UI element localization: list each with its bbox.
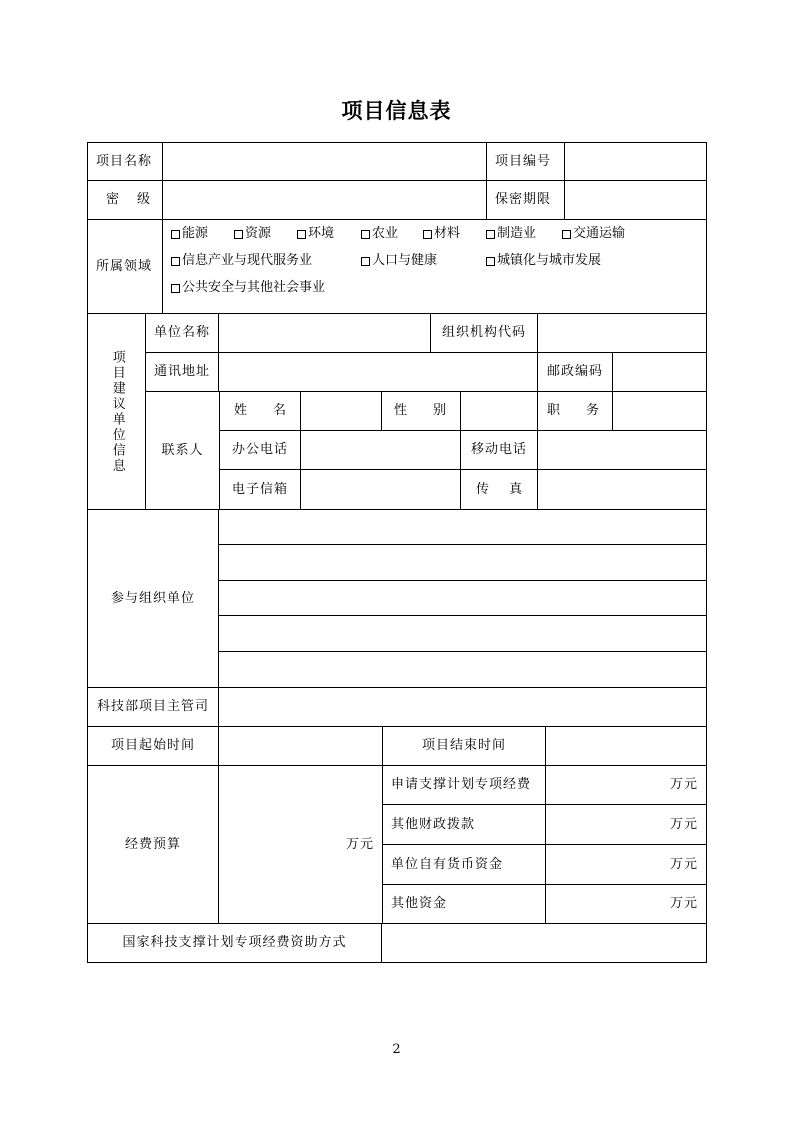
- domain-urbanization[interactable]: 城镇化与城市发展: [486, 253, 601, 269]
- unit-name-field[interactable]: [219, 314, 430, 352]
- label-fax: [461, 470, 543, 509]
- partner-field-3[interactable]: [219, 581, 706, 615]
- partner-field-5[interactable]: [219, 652, 706, 687]
- label-position-text: 职务: [547, 403, 626, 418]
- label-secret-period: 保密期限: [495, 192, 552, 207]
- label-postcode: 邮政编码: [546, 364, 603, 379]
- org-code-field[interactable]: [538, 314, 706, 352]
- checkbox-icon: [423, 230, 432, 239]
- label-funding-mode: 国家科技支撑计划专项经费资助方式: [122, 935, 347, 950]
- checkbox-icon: [297, 230, 306, 239]
- label-mobile: 移动电话: [470, 442, 527, 457]
- label-end-time: 项目结束时间: [421, 738, 506, 753]
- domain-public-safety[interactable]: 公共安全与其他社会事业: [171, 280, 325, 296]
- label-unit-info-text: 项目建议单位信息: [109, 349, 125, 474]
- secret-period-field[interactable]: [565, 181, 706, 219]
- end-time-field[interactable]: [546, 727, 706, 765]
- budget-total-unit[interactable]: 万元: [345, 836, 374, 852]
- name-field[interactable]: [301, 392, 381, 430]
- project-name-field[interactable]: [163, 143, 486, 180]
- fax-field[interactable]: [538, 470, 706, 509]
- domain-energy[interactable]: 能源: [171, 226, 208, 242]
- checkbox-icon: [171, 284, 180, 293]
- email-field[interactable]: [301, 470, 460, 509]
- domain-resources[interactable]: 资源: [234, 226, 271, 242]
- partner-field-2[interactable]: [219, 545, 706, 580]
- label-secret-level-text: 密级: [106, 192, 169, 207]
- label-project-no: 项目编号: [495, 153, 552, 169]
- funding-mode-field[interactable]: [382, 924, 706, 962]
- checkbox-icon: [486, 257, 495, 266]
- gender-field[interactable]: [461, 392, 537, 430]
- checkbox-icon: [361, 257, 370, 266]
- label-fax-text: 传真: [476, 481, 543, 497]
- fund-fiscal-unit[interactable]: 万元: [669, 816, 698, 832]
- checkbox-icon: [171, 257, 180, 266]
- label-gender: [382, 392, 473, 430]
- mobile-field[interactable]: [538, 431, 706, 469]
- postcode-field[interactable]: [613, 353, 706, 391]
- label-start-time: 项目起始时间: [110, 738, 195, 753]
- label-contact: 联系人: [161, 442, 204, 458]
- label-budget: 经费预算: [124, 836, 181, 852]
- label-unit-info: [88, 314, 145, 509]
- label-partners: 参与组织单位: [110, 590, 195, 606]
- label-gender-text: 性别: [394, 403, 473, 418]
- label-fund-fiscal: 其他财政拨款: [391, 816, 476, 832]
- domain-environment[interactable]: 环境: [297, 226, 334, 242]
- label-unit-name: 单位名称: [154, 325, 211, 340]
- fund-other-unit[interactable]: 万元: [669, 896, 698, 911]
- label-office-phone: 办公电话: [231, 442, 288, 457]
- domain-transport[interactable]: 交通运输: [562, 226, 625, 242]
- label-supervisor: 科技部项目主管司: [96, 699, 209, 714]
- address-field[interactable]: [219, 353, 537, 391]
- label-project-name: 项目名称: [96, 153, 153, 169]
- page-number: 2: [392, 1042, 401, 1057]
- partner-field-4[interactable]: [219, 616, 706, 651]
- label-domain: 所属领域: [96, 258, 153, 274]
- label-org-code: 组织机构代码: [441, 325, 526, 340]
- label-position: [538, 392, 626, 430]
- supervisor-field[interactable]: [219, 688, 706, 726]
- secret-level-field[interactable]: [163, 181, 486, 219]
- start-time-field[interactable]: [219, 727, 382, 765]
- partner-field-1[interactable]: [219, 510, 706, 544]
- fund-own-unit[interactable]: 万元: [669, 856, 698, 872]
- label-fund-special: 申请支撑计划专项经费: [391, 777, 532, 792]
- label-email: 电子信箱: [231, 481, 288, 497]
- checkbox-icon: [486, 230, 495, 239]
- domain-manufacturing[interactable]: 制造业: [486, 226, 536, 242]
- label-fund-other: 其他资金: [391, 896, 448, 911]
- domain-it-services[interactable]: 信息产业与现代服务业: [171, 253, 312, 269]
- table-line: [87, 219, 707, 220]
- table-line: [706, 142, 707, 963]
- position-field[interactable]: [613, 392, 706, 430]
- domain-agriculture[interactable]: 农业: [361, 226, 398, 242]
- checkbox-icon: [234, 230, 243, 239]
- label-name: [220, 392, 313, 430]
- checkbox-icon: [171, 230, 180, 239]
- project-no-field[interactable]: [565, 143, 706, 180]
- checkbox-icon: [562, 230, 571, 239]
- fund-special-unit[interactable]: 万元: [669, 777, 698, 792]
- label-secret-level: [88, 181, 169, 219]
- table-line: [87, 962, 707, 963]
- label-address: 通讯地址: [154, 364, 211, 379]
- office-phone-field[interactable]: [301, 431, 460, 469]
- page-title: 项目信息表: [341, 98, 452, 123]
- checkbox-icon: [361, 230, 370, 239]
- domain-population-health[interactable]: 人口与健康: [361, 253, 437, 269]
- domain-materials[interactable]: 材料: [423, 226, 460, 242]
- label-name-text: 姓名: [234, 403, 313, 418]
- label-fund-own: 单位自有货币资金: [391, 856, 504, 872]
